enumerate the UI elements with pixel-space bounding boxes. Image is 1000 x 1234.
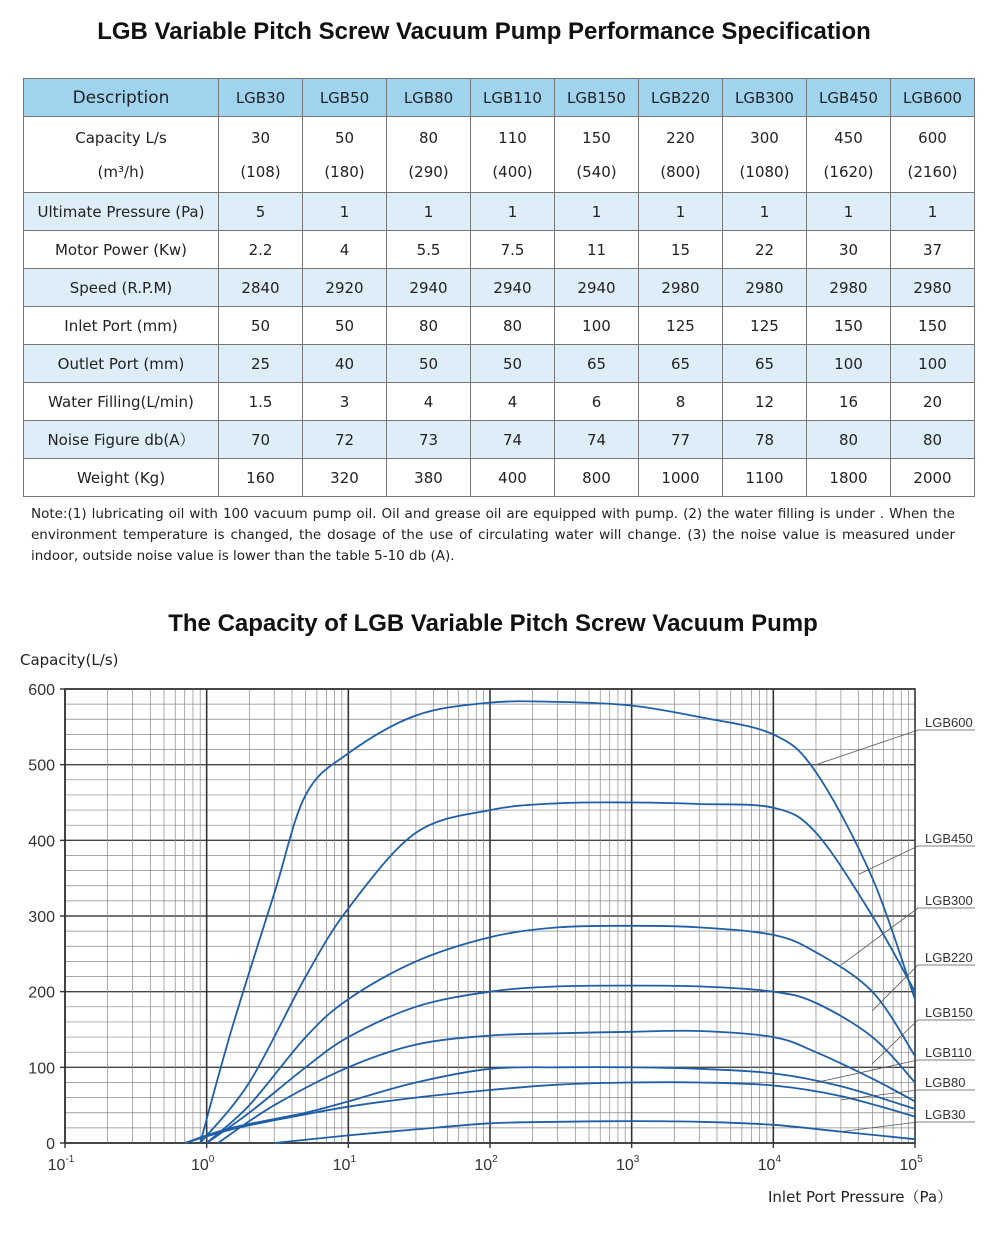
table-cell: 400: [471, 459, 555, 497]
table-cell: 72: [303, 421, 387, 459]
table-cell: 1: [555, 193, 639, 231]
table-cell: 600 (2160): [891, 117, 975, 193]
x-tick-label: $10^3$: [615, 1154, 640, 1174]
table-row: [24, 307, 975, 345]
table-cell: 65: [639, 345, 723, 383]
series-line-lgb110: [185, 1067, 915, 1143]
table-cell: 78: [723, 421, 807, 459]
table-cell: 2000: [891, 459, 975, 497]
table-cell: 70: [219, 421, 303, 459]
y-axis-label: Capacity(L/s): [20, 651, 119, 669]
row-label-line2: (m³/h): [97, 162, 145, 181]
x-tick-label: $10^0$: [190, 1154, 215, 1174]
y-tick-label: 100: [28, 1060, 55, 1078]
chart-title: The Capacity of LGB Variable Pitch Screw Vacuum Pump: [168, 610, 818, 637]
header-lgb600: LGB600: [891, 79, 975, 117]
table-row: [24, 231, 975, 269]
series-leader-line: [859, 846, 975, 874]
table-cell: 100: [807, 345, 891, 383]
table-cell: 1: [387, 193, 471, 231]
table-cell: 1: [471, 193, 555, 231]
table-cell: 2980: [807, 269, 891, 307]
table-cell: 2940: [471, 269, 555, 307]
series-line-lgb150: [218, 1031, 915, 1143]
table-cell: 2940: [387, 269, 471, 307]
table-cell: 1: [639, 193, 723, 231]
table-cell: 20: [891, 383, 975, 421]
table-cell: 16: [807, 383, 891, 421]
chart-series: [185, 701, 915, 1143]
table-cell: 4: [471, 383, 555, 421]
table-cell: 320: [303, 459, 387, 497]
row-label: Outlet Port (mm): [24, 345, 219, 383]
series-label-lgb150: LGB150: [925, 1005, 973, 1020]
x-axis-label: Inlet Port Pressure（Pa）: [768, 1188, 953, 1206]
table-row: [24, 421, 975, 459]
row-label: Water Filling(L/min): [24, 383, 219, 421]
x-tick-label: $10^4$: [757, 1154, 782, 1174]
y-tick-label: 500: [28, 757, 55, 775]
table-cell: 2980: [639, 269, 723, 307]
y-tick-label: 300: [28, 909, 55, 926]
series-leader-line: [872, 965, 975, 1011]
table-cell: 15: [639, 231, 723, 269]
header-lgb220: LGB220: [639, 79, 723, 117]
chart-series-labels: [816, 715, 975, 1132]
spec-title: LGB Variable Pitch Screw Vacuum Pump Performance Specification: [97, 18, 871, 45]
table-cell: 125: [639, 307, 723, 345]
x-tick-label: $10^1$: [332, 1154, 357, 1174]
row-label: Inlet Port (mm): [24, 307, 219, 345]
table-cell: 50: [219, 307, 303, 345]
table-cell: 80: [807, 421, 891, 459]
table-cell: 2920: [303, 269, 387, 307]
table-cell: 50: [387, 345, 471, 383]
table-cell: 65: [723, 345, 807, 383]
table-row: [24, 269, 975, 307]
table-cell: 1.5: [219, 383, 303, 421]
table-cell: 1100: [723, 459, 807, 497]
table-cell: 2980: [891, 269, 975, 307]
header-lgb150: LGB150: [555, 79, 639, 117]
table-cell: 1: [723, 193, 807, 231]
table-cell: 5: [219, 193, 303, 231]
row-label: Ultimate Pressure (Pa): [24, 193, 219, 231]
series-leader-line: [841, 1122, 975, 1132]
table-cell: 2980: [723, 269, 807, 307]
table-row-capacity: [24, 117, 975, 193]
row-label: Weight (Kg): [24, 459, 219, 497]
header-lgb80: LGB80: [387, 79, 471, 117]
table-cell: 1: [807, 193, 891, 231]
table-cell: 12: [723, 383, 807, 421]
y-tick-label: 400: [28, 833, 55, 851]
table-cell: 1: [891, 193, 975, 231]
header-lgb300: LGB300: [723, 79, 807, 117]
series-line-lgb30: [274, 1121, 915, 1143]
table-cell: 1: [303, 193, 387, 231]
table-cell: 100: [555, 307, 639, 345]
table-cell: 2840: [219, 269, 303, 307]
table-cell: 5.5: [387, 231, 471, 269]
series-label-lgb450: LGB450: [925, 831, 973, 846]
table-cell: 37: [891, 231, 975, 269]
table-cell: 25: [219, 345, 303, 383]
table-cell: 380: [387, 459, 471, 497]
row-label: Motor Power (Kw): [24, 231, 219, 269]
table-row: [24, 383, 975, 421]
row-label: [24, 117, 219, 193]
table-cell: 77: [639, 421, 723, 459]
capacity-chart: [0, 640, 1000, 1234]
header-lgb50: LGB50: [303, 79, 387, 117]
table-cell: 150 (540): [555, 117, 639, 193]
series-label-lgb300: LGB300: [925, 893, 973, 908]
table-cell: 450 (1620): [807, 117, 891, 193]
x-tick-label: $10^5$: [899, 1154, 923, 1174]
table-cell: 4: [303, 231, 387, 269]
table-cell: 74: [555, 421, 639, 459]
table-cell: 4: [387, 383, 471, 421]
table-cell: 6: [555, 383, 639, 421]
table-cell: 300 (1080): [723, 117, 807, 193]
table-cell: 50: [471, 345, 555, 383]
table-cell: 1800: [807, 459, 891, 497]
table-cell: 110 (400): [471, 117, 555, 193]
table-cell: 800: [555, 459, 639, 497]
table-cell: 74: [471, 421, 555, 459]
series-label-lgb80: LGB80: [925, 1075, 966, 1090]
table-cell: 30 (108): [219, 117, 303, 193]
table-cell: 220 (800): [639, 117, 723, 193]
table-header-row: [24, 79, 975, 117]
x-tick-label: $10^{-1}$: [47, 1154, 75, 1174]
chart-axes: [28, 682, 923, 1174]
table-cell: 11: [555, 231, 639, 269]
header-lgb30: LGB30: [219, 79, 303, 117]
series-leader-line: [816, 730, 975, 765]
table-cell: 3: [303, 383, 387, 421]
footnote: Note:(1) lubricating oil with 100 vacuum pump oil. Oil and grease oil are equipped with pump. (2) the water filling is under . When the environment temperature is changed, the dosage of the use of circulating water will change. (3) the noise value is measured under indoor, outside noise value is lower than the table 5-10 db (A).: [31, 506, 955, 564]
table-cell: 50: [303, 307, 387, 345]
table-cell: 150: [807, 307, 891, 345]
series-label-lgb220: LGB220: [925, 950, 973, 965]
table-cell: 40: [303, 345, 387, 383]
table-cell: 80: [471, 307, 555, 345]
series-label-lgb600: LGB600: [925, 715, 973, 730]
table-cell: 7.5: [471, 231, 555, 269]
header-lgb450: LGB450: [807, 79, 891, 117]
row-label: Speed (R.P.M): [24, 269, 219, 307]
y-tick-label: 0: [46, 1136, 55, 1153]
spec-table: [23, 78, 975, 497]
table-cell: 80 (290): [387, 117, 471, 193]
table-cell: 2940: [555, 269, 639, 307]
table-cell: 73: [387, 421, 471, 459]
header-lgb110: LGB110: [471, 79, 555, 117]
table-row: [24, 193, 975, 231]
table-row: [24, 459, 975, 497]
table-cell: 150: [891, 307, 975, 345]
table-cell: 22: [723, 231, 807, 269]
table-row: [24, 345, 975, 383]
table-cell: 160: [219, 459, 303, 497]
table-cell: 100: [891, 345, 975, 383]
row-label: Noise Figure db(A）: [24, 421, 219, 459]
table-cell: 2.2: [219, 231, 303, 269]
table-cell: 1000: [639, 459, 723, 497]
header-description: Description: [24, 79, 219, 117]
series-line-lgb220: [207, 986, 915, 1143]
table-cell: 65: [555, 345, 639, 383]
table-cell: 30: [807, 231, 891, 269]
series-label-lgb110: LGB110: [925, 1045, 972, 1060]
table-cell: 125: [723, 307, 807, 345]
y-tick-label: 200: [28, 984, 55, 1002]
row-label-line1: Capacity L/s: [75, 128, 167, 147]
x-tick-label: $10^2$: [474, 1154, 498, 1174]
table-cell: 80: [387, 307, 471, 345]
y-tick-label: 600: [28, 682, 55, 699]
table-cell: 80: [891, 421, 975, 459]
table-cell: 8: [639, 383, 723, 421]
series-label-lgb30: LGB30: [925, 1107, 966, 1122]
table-cell: 50 (180): [303, 117, 387, 193]
